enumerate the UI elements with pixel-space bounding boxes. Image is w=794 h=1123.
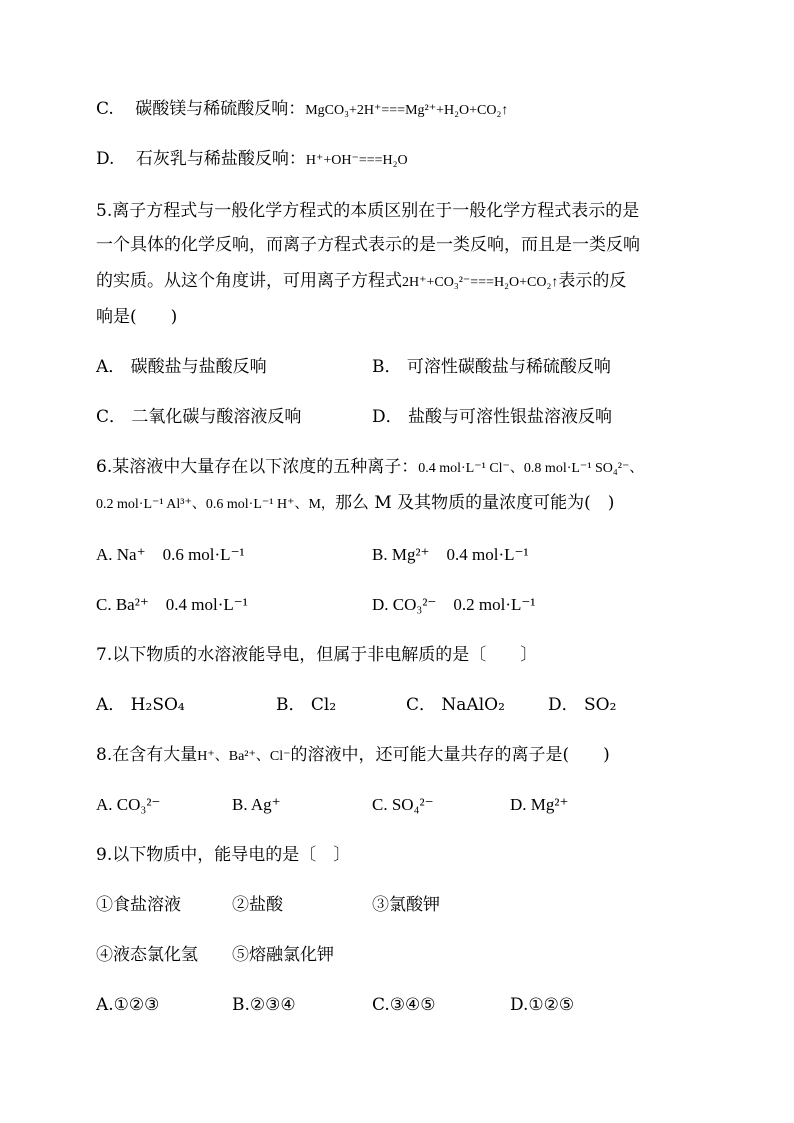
- q8-option-a: A. CO₃²⁻: [96, 795, 161, 814]
- q4-option-c: [96, 96, 508, 124]
- q8-stem: [96, 742, 610, 770]
- chem-equation: H⁺+OH⁻===H₂O: [305, 153, 408, 168]
- option-label: C.: [96, 99, 114, 119]
- q5-option-c: C． 二氧化碳与酸溶液反响: [96, 407, 302, 427]
- q6-option-a: A. Na⁺ 0.6 mol·L⁻¹: [96, 545, 245, 564]
- q4-option-d: [96, 146, 408, 174]
- q9-option-c: C.③④⑤: [372, 995, 436, 1015]
- option-text: 石灰乳与稀盐酸反响：: [135, 149, 306, 169]
- ion-list: H⁺、Ba²⁺、Cl⁻: [197, 749, 291, 764]
- q6-option-d: D. CO₃²⁻ 0.2 mol·L⁻¹: [372, 595, 536, 614]
- stem-text: 表示的反: [558, 271, 627, 291]
- q9-option-a: A.①②③: [96, 995, 160, 1015]
- q5-stem-line1: 5.离子方程式与一般化学方程式的本质区别在于一般化学方程式表示的是: [96, 201, 640, 221]
- q9-option-d: D.①②⑤: [510, 995, 575, 1015]
- q7-option-c: C． NaAlO₂: [406, 695, 505, 715]
- q5-stem-line3: [96, 268, 626, 296]
- q6-option-c: C. Ba²⁺ 0.4 mol·L⁻¹: [96, 595, 248, 614]
- q6-option-b: B. Mg²⁺ 0.4 mol·L⁻¹: [372, 545, 529, 564]
- q7-option-a: A． H₂SO₄: [96, 695, 185, 715]
- stem-text: 6.某溶液中大量存在以下浓度的五种离子：: [96, 457, 419, 477]
- option-text: 碳酸镁与稀硫酸反响：: [135, 99, 306, 119]
- q9-item-1: ①食盐溶液: [96, 895, 181, 915]
- q6-stem-line1: [96, 454, 643, 482]
- q7-option-d: D． SO₂: [548, 695, 617, 715]
- stem-text: 那么 M 及其物质的量浓度可能为( ): [334, 493, 615, 513]
- q5-option-b: B． 可溶性碳酸盐与稀硫酸反响: [372, 357, 611, 377]
- ion-list: 0.4 mol·L⁻¹ Cl⁻、0.8 mol·L⁻¹ SO₄²⁻、: [418, 461, 644, 476]
- q8-option-d: D. Mg²⁺: [510, 795, 569, 814]
- stem-text: 8.在含有大量: [96, 745, 198, 765]
- stem-text: 的溶液中，还可能大量共存的离子是( ): [290, 745, 610, 765]
- q8-option-c: C. SO₄²⁻: [372, 795, 434, 814]
- chem-equation: MgCO₃+2H⁺===Mg²⁺+H₂O+CO₂↑: [305, 103, 509, 118]
- option-label: D.: [96, 149, 115, 169]
- q5-option-a: A． 碳酸盐与盐酸反响: [96, 357, 267, 377]
- q5-stem-line2: 一个具体的化学反响，而离子方程式表示的是一类反响，而且是一类反响: [96, 235, 640, 255]
- q9-item-4: ④液态氯化氢: [96, 945, 198, 965]
- q9-item-3: ③氯酸钾: [372, 895, 440, 915]
- q6-stem-line2: [96, 490, 614, 518]
- q5-stem-line4: 响是( ): [96, 307, 178, 327]
- ion-list: 0.2 mol·L⁻¹ Al³⁺、0.6 mol·L⁻¹ H⁺、M，: [96, 497, 335, 512]
- q8-option-b: B. Ag⁺: [232, 795, 281, 814]
- q9-item-5: ⑤熔融氯化钾: [232, 945, 334, 965]
- q9-stem: 9.以下物质中，能导电的是〔 〕: [96, 845, 351, 865]
- stem-text: 的实质。从这个角度讲，可用离子方程式: [96, 271, 402, 291]
- chem-equation: 2H⁺+CO₃²⁻===H₂O+CO₂↑: [402, 275, 559, 290]
- q7-option-b: B． Cl₂: [276, 695, 337, 715]
- q7-stem: 7.以下物质的水溶液能导电，但属于非电解质的是〔 〕: [96, 645, 538, 665]
- q9-item-2: ②盐酸: [232, 895, 283, 915]
- q9-option-b: B.②③④: [232, 995, 296, 1015]
- q5-option-d: D． 盐酸与可溶性银盐溶液反响: [372, 407, 613, 427]
